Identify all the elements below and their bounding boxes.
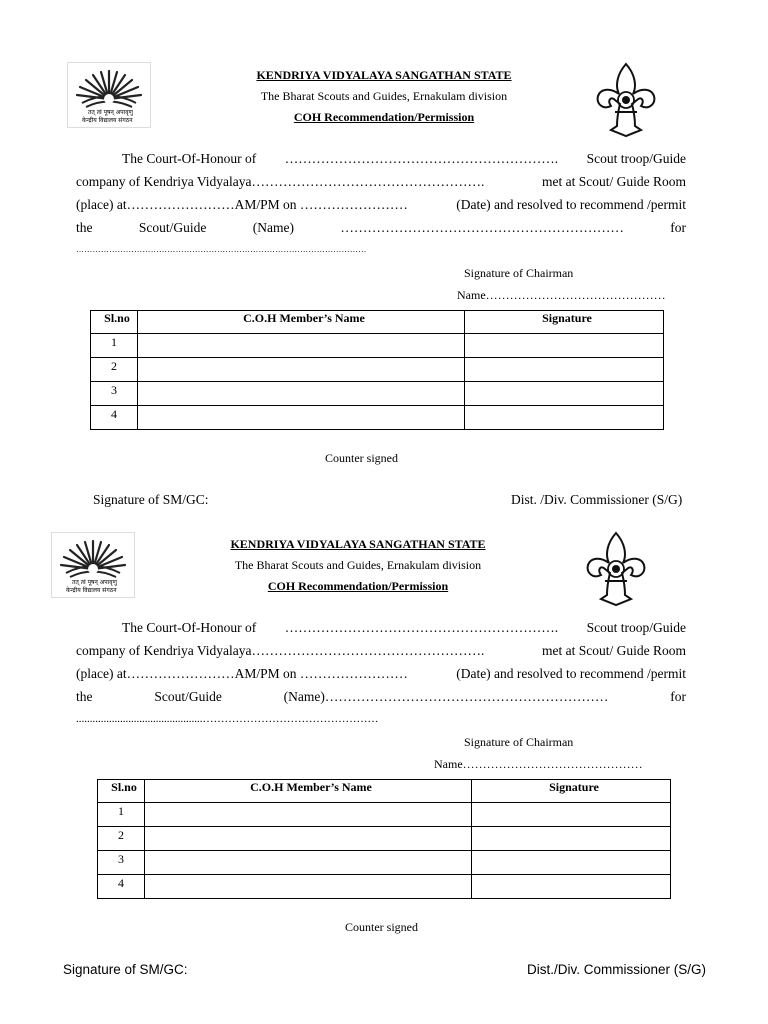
form-title: COH Recommendation/Permission (267, 579, 449, 593)
para-line-4 (76, 689, 686, 705)
signature-cell[interactable] (472, 875, 671, 899)
fleur-de-lis-icon (583, 529, 649, 609)
row-number: 2 (91, 358, 138, 382)
text: company of Kendriya Vidyalaya……………………………………………. (76, 174, 485, 189)
table-row (98, 851, 671, 875)
signature-cell[interactable] (465, 334, 664, 358)
text: (place) at……………………AM/PM on …………………… (76, 197, 408, 212)
org-subtitle: The Bharat Scouts and Guides, Ernakulam division (260, 89, 508, 103)
org-subtitle: The Bharat Scouts and Guides, Ernakulam division (234, 558, 482, 572)
signature-cell[interactable] (465, 358, 664, 382)
member-name-cell[interactable] (138, 358, 465, 382)
para-line-5: ..............................................………………………………………… (76, 713, 379, 725)
para-line-3 (76, 666, 686, 682)
row-number: 2 (98, 827, 145, 851)
text: for (670, 689, 686, 704)
col-slno: Sl.no (91, 311, 138, 334)
form-title: COH Recommendation/Permission (293, 110, 475, 124)
para-line-1 (76, 151, 686, 167)
para-line-5: …………………………………………………………………………………………… (76, 245, 367, 254)
member-name-cell[interactable] (145, 875, 472, 899)
row-number: 3 (91, 382, 138, 406)
kvs-motto: तत् त्वं पूषन् अपावृणु (72, 579, 117, 586)
member-name-cell[interactable] (145, 827, 472, 851)
para-line-1 (76, 620, 686, 636)
text: the (76, 220, 93, 235)
signature-commissioner: Dist./Div. Commissioner (S/G) (527, 962, 707, 977)
name-blank: ……………………………………………………… (340, 220, 624, 235)
text: The Court-Of-Honour of (122, 151, 257, 166)
signature-of-chairman: Signature of Chairman (464, 735, 574, 749)
signature-cell[interactable] (472, 803, 671, 827)
coh-members-table (90, 310, 664, 430)
text: Scout troop/Guide (586, 620, 686, 635)
signature-cell[interactable] (472, 827, 671, 851)
table-row (98, 875, 671, 899)
col-signature: Signature (465, 311, 664, 334)
kvs-name-hindi: केन्द्रीय विद्यालय संगठन (82, 117, 133, 124)
chairman-name-line: Name……………………………………… (457, 288, 666, 302)
table-row (91, 382, 664, 406)
text: (Date) and resolved to recommend /permit (456, 197, 686, 212)
table-header-row (98, 780, 671, 803)
signature-sm-gc: Signature of SM/GC: (93, 492, 209, 507)
signature-sm-gc: Signature of SM/GC: (63, 962, 188, 977)
signature-commissioner: Dist. /Div. Commissioner (S/G) (511, 492, 683, 507)
counter-signed: Counter signed (345, 920, 418, 934)
table-header-row (91, 311, 664, 334)
text: the (76, 689, 93, 704)
coh-members-table (97, 779, 671, 899)
kvs-name-hindi: केन्द्रीय विद्यालय संगठन (66, 587, 117, 594)
signature-cell[interactable] (465, 382, 664, 406)
member-name-cell[interactable] (138, 382, 465, 406)
text: (Name)……………………………………………………… (283, 689, 609, 704)
table-row (91, 334, 664, 358)
counter-signed: Counter signed (325, 451, 398, 465)
fleur-de-lis-icon (593, 60, 659, 140)
text: (Date) and resolved to recommend /permit (456, 666, 686, 681)
text: (Name) (252, 220, 294, 235)
table-row (91, 406, 664, 430)
text: Scout/Guide (138, 220, 207, 235)
col-slno: Sl.no (98, 780, 145, 803)
bsg-emblem (583, 529, 649, 609)
text: for (670, 220, 686, 235)
org-title: KENDRIYA VIDYALAYA SANGATHAN STATE (256, 68, 512, 82)
text: Scout/Guide (154, 689, 222, 704)
text: (place) at……………………AM/PM on …………………… (76, 666, 408, 681)
text: The Court-Of-Honour of (122, 620, 257, 635)
signature-of-chairman: Signature of Chairman (464, 266, 574, 280)
row-number: 4 (98, 875, 145, 899)
signature-cell[interactable] (465, 406, 664, 430)
para-line-2 (76, 174, 686, 190)
troop-blank: ……………………………………………………. (284, 620, 559, 635)
col-member-name: C.O.H Member’s Name (145, 780, 472, 803)
chairman-name-line: Name……………………………………… (434, 757, 643, 771)
org-title: KENDRIYA VIDYALAYA SANGATHAN STATE (230, 537, 486, 551)
text: company of Kendriya Vidyalaya……………………………………………. (76, 643, 485, 658)
col-signature: Signature (472, 780, 671, 803)
row-number: 1 (91, 334, 138, 358)
table-row (91, 358, 664, 382)
row-number: 3 (98, 851, 145, 875)
member-name-cell[interactable] (138, 406, 465, 430)
row-number: 4 (91, 406, 138, 430)
member-name-cell[interactable] (138, 334, 465, 358)
member-name-cell[interactable] (145, 851, 472, 875)
para-line-2 (76, 643, 686, 659)
member-name-cell[interactable] (145, 803, 472, 827)
table-row (98, 803, 671, 827)
row-number: 1 (98, 803, 145, 827)
bsg-emblem (593, 60, 659, 140)
para-line-4 (76, 220, 686, 236)
troop-blank: ……………………………………………………. (284, 151, 559, 166)
table-row (98, 827, 671, 851)
text: Scout troop/Guide (586, 151, 686, 166)
text: met at Scout/ Guide Room (542, 174, 686, 189)
para-line-3 (76, 197, 686, 213)
text: met at Scout/ Guide Room (542, 643, 686, 658)
col-member-name: C.O.H Member’s Name (138, 311, 465, 334)
kvs-motto: तत् त्वं पूषन् अपावृणु (88, 109, 133, 116)
signature-cell[interactable] (472, 851, 671, 875)
